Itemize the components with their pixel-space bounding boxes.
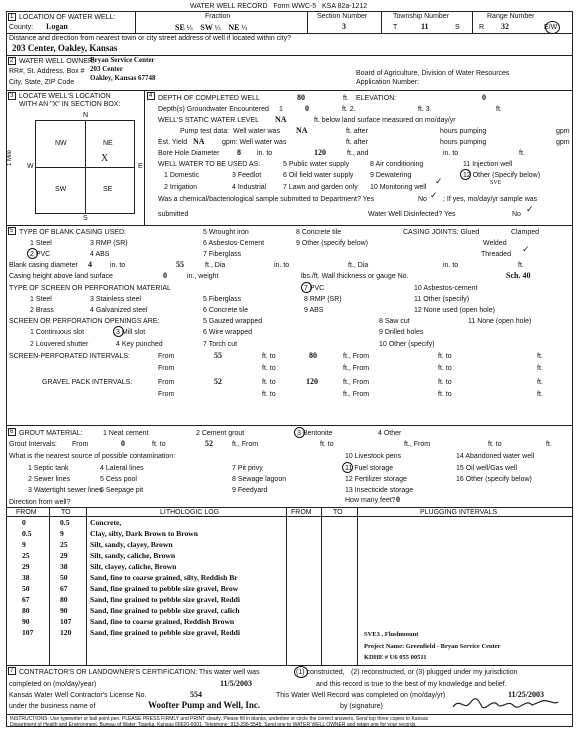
casing-5[interactable]: 5 Wrought iron — [203, 229, 249, 236]
screen-3[interactable]: 3 Stainless steel — [90, 296, 141, 303]
use-5[interactable]: 5 Public water supply — [283, 161, 350, 168]
south-label: S — [83, 215, 88, 222]
bore-in-to2: in. to — [443, 150, 459, 157]
casing-7[interactable]: 7 Fiberglass — [203, 251, 242, 258]
location-label: LOCATION OF WATER WELL: — [19, 14, 116, 21]
grout-2[interactable]: 2 Cement grout — [196, 430, 245, 437]
gravel-to3: ft. to — [262, 391, 276, 398]
direction-label: Direction from well? — [9, 499, 71, 506]
diameter-value[interactable]: 4 — [88, 260, 92, 269]
mile-label: 1 Mile — [7, 149, 13, 166]
certification-label: CONTRACTOR'S OR LANDOWNER'S CERTIFICATION: This water well was — [19, 669, 260, 676]
completed-label: completed on (mo/day/year) — [9, 681, 97, 688]
perf-to3: ft. to — [262, 365, 276, 372]
county-value[interactable]: Logan — [46, 22, 68, 31]
use-12[interactable]: 12 Other (Specify below) — [463, 172, 541, 179]
gi-from3: ft., From — [404, 441, 431, 448]
signature-scribble-icon — [450, 695, 560, 713]
log-to: 80 — [60, 595, 68, 604]
gi-from2: ft., From — [232, 441, 259, 448]
contam-3[interactable]: 3 Watertight sewer lines — [28, 487, 103, 494]
opening-1[interactable]: 1 Continuous slot — [30, 329, 85, 336]
record-date[interactable]: 11/25/2003 — [508, 690, 545, 699]
instructions-line-2: Department of Health and Environment, Bureau of Water, Topeka, Kansas 66620-0001. Telephone: 913-296-5545. Send one to WATER WELL OWNER and retain one for your records. — [10, 722, 417, 728]
range-value[interactable]: 32 — [501, 22, 509, 31]
yield-hours: hours pumping — [440, 139, 487, 146]
project-name-note: Project Name: Greenfield - Bryan Service Center — [364, 643, 501, 650]
contam-12[interactable]: 12 Fertilizer storage — [345, 476, 407, 483]
log-from-header: FROM — [16, 509, 37, 516]
cert-1-circle — [294, 666, 308, 678]
gravel-to-label: ft. to — [262, 379, 276, 386]
use-12-circle — [460, 169, 471, 180]
license-label: Kansas Water Well Contractor's License No. — [9, 692, 147, 699]
screen-8[interactable]: 8 RMP (SR) — [304, 296, 342, 303]
diameter-in-to3: in. to — [443, 262, 459, 269]
chem-label: Was a chemical/bacteriological sample submitted to Department? Yes — [158, 196, 375, 203]
screen-6[interactable]: 6 Concrete tile — [203, 307, 249, 314]
log-to: 90 — [60, 606, 68, 615]
log-from: 90 — [22, 617, 30, 626]
grout-3-circle — [294, 427, 305, 438]
section-number-2: 2 — [10, 58, 14, 64]
log-to: 9 — [60, 529, 64, 538]
perf-from-label: From — [158, 353, 175, 360]
owner-city[interactable]: Oakley, Kansas 67748 — [90, 74, 156, 82]
chem-no-check-icon: ✓ — [430, 191, 438, 201]
distance-label: Distance and direction from nearest town or city street address of well if located within city? — [9, 35, 292, 42]
pump-hours: hours pumping — [440, 128, 487, 135]
county-label: County: — [9, 24, 34, 31]
submitted-label: submitted — [158, 211, 189, 218]
use-2[interactable]: 2 Irrigation — [164, 184, 198, 191]
opening-2[interactable]: 2 Louvered shutter — [30, 341, 89, 348]
grout-1[interactable]: 1 Neat cement — [103, 430, 149, 437]
gauge-value[interactable]: Sch. 40 — [506, 271, 531, 280]
diameter-dia2: ft., Dia — [348, 262, 369, 269]
gw-ft: ft. — [496, 106, 502, 113]
west-label: W — [27, 163, 34, 170]
use-1[interactable]: 1 Domestic — [164, 172, 200, 179]
log-to: 0.5 — [60, 518, 70, 527]
screen-12[interactable]: 12 None used (open hole) — [414, 307, 495, 314]
log-from: 67 — [22, 595, 30, 604]
gravel-to2: ft. to — [438, 379, 452, 386]
signature[interactable] — [450, 695, 560, 716]
log-description: Silt, sandy, caliche, Brown — [90, 551, 176, 560]
log-from: 107 — [22, 628, 34, 637]
contam-13[interactable]: 13 Insecticide storage — [345, 487, 414, 494]
log-description: Silt, clayey, caliche, Brown — [90, 562, 177, 571]
openings-label: SCREEN OR PERFORATION OPENINGS ARE: — [9, 318, 160, 325]
form-title: WATER WELL RECORD Form WWC-5 KSA 82a-1212 — [190, 3, 368, 10]
log-description: Sand, fine grained to pebble size gravel, Reddi — [90, 595, 240, 604]
section-number-4: 4 — [149, 93, 153, 99]
opening-4[interactable]: 4 Key punched — [116, 341, 163, 348]
east-label: E — [138, 163, 143, 170]
casing-8[interactable]: 8 Concrete tile — [296, 229, 342, 236]
how-many-value[interactable]: 0 — [396, 495, 400, 504]
gi-from-label: From — [72, 441, 89, 448]
contam-15[interactable]: 15 Oil well/Gas well — [456, 465, 518, 472]
township-label: Township Number — [393, 13, 450, 20]
well-id-note: SVE3 , Flushmount — [364, 631, 419, 638]
section-number-1: 1 — [10, 14, 14, 20]
bore-in-to: in. to — [257, 150, 273, 157]
use-4[interactable]: 4 Industrial — [232, 184, 267, 191]
city-label: City, State, ZIP Code — [9, 79, 75, 86]
kdhe-note: KDHE # U6 055 00511 — [364, 654, 427, 661]
section-number-5: 5 — [10, 228, 14, 234]
bore-ft: ft. — [519, 150, 525, 157]
disinfected-check-icon: ✓ — [526, 205, 534, 215]
grout-3[interactable]: 3 Bentonite — [297, 430, 333, 437]
diameter-dia: ft., Dia — [205, 262, 226, 269]
screen-7-circle — [301, 282, 312, 293]
depth-value[interactable]: 80 — [297, 93, 305, 102]
opening-3[interactable]: 3 Mill slot — [116, 329, 146, 336]
fraction-values[interactable]: SE ¼ SW ¼ NE ¼ — [175, 23, 248, 32]
screen-5[interactable]: 5 Fiberglass — [203, 296, 242, 303]
perf-to-value[interactable]: 80 — [309, 351, 317, 360]
fraction-label: Fraction — [205, 13, 231, 20]
pump-ww: Well water was — [233, 128, 280, 135]
gi-to2: ft. to — [320, 441, 334, 448]
opening-3-circle — [113, 326, 124, 337]
gi-from-value[interactable]: 0 — [121, 439, 125, 448]
screen-2[interactable]: 2 Brass — [30, 307, 54, 314]
joints-label: CASING JOINTS: Glued — [403, 229, 480, 236]
contam-11-circle — [342, 462, 353, 473]
depth-label: DEPTH OF COMPLETED WELL — [158, 95, 260, 102]
opening-8[interactable]: 8 Saw cut — [379, 318, 410, 325]
groundwater-label: Depth(s) Groundwater Encountered — [158, 106, 269, 113]
log-description: Sand, fine grained to pebble size gravel, Brow — [90, 584, 239, 593]
use-3[interactable]: 3 Feedlot — [232, 172, 262, 179]
log-description: Silt, sandy, clayey, Brown — [90, 540, 173, 549]
township-s: S — [455, 24, 460, 31]
bore-value[interactable]: 8 — [237, 148, 241, 157]
range-label: Range Number — [487, 13, 535, 20]
gravel-label: GRAVEL PACK INTERVALS: — [42, 379, 133, 386]
use-11[interactable]: 11 Injection well — [463, 161, 513, 168]
location-mark: X — [101, 153, 109, 164]
screen-9[interactable]: 9 ABS — [304, 307, 324, 314]
diameter-ft: ft. — [518, 262, 524, 269]
board-label: Board of Agriculture, Division of Water Resources — [356, 70, 510, 77]
cert-options: (2) reconstructed, or (3) plugged under my jurisdiction — [351, 669, 518, 676]
contam-11[interactable]: 11 Fuel storage — [345, 465, 394, 472]
application-label: Application Number: — [356, 79, 420, 86]
gw-3: ft. 3. — [418, 106, 432, 113]
perf-ft2: ft. — [537, 365, 543, 372]
owner-label: WATER WELL OWNER: — [19, 58, 95, 65]
business-label: under the business name of — [9, 703, 96, 710]
log-to: 29 — [60, 551, 68, 560]
plugging-header: PLUGGING INTERVALS — [420, 509, 498, 516]
weight-label: in., weight — [187, 273, 219, 280]
bore-label: Bore Hole Diameter — [158, 150, 220, 157]
contam-2[interactable]: 2 Sewer lines — [28, 476, 71, 483]
signature-label: by (signature) — [340, 703, 383, 710]
disinfected-no[interactable]: No — [512, 211, 521, 218]
use-6[interactable]: 6 Oil field water supply — [283, 172, 354, 179]
casing-6[interactable]: 6 Asbestos-Cement — [203, 240, 265, 247]
use-other-value[interactable]: SVE — [490, 180, 502, 186]
chem-no[interactable]: No — [418, 196, 427, 203]
section-number-7: 7 — [10, 668, 14, 674]
grout-intervals-label: Grout Intervals: — [9, 441, 57, 448]
cert-constructed[interactable]: (1) constructed, — [296, 669, 345, 676]
contamination-label: What is the nearest source of possible contamination: — [9, 453, 176, 460]
locate-sublabel: WITH AN "X" IN SECTION BOX: — [19, 101, 121, 108]
opening-5[interactable]: 5 Gauzed wrapped — [203, 318, 263, 325]
screen-label: TYPE OF SCREEN OR PERFORATION MATERIAL — [9, 285, 171, 292]
contam-16[interactable]: 16 Other (specify below) — [456, 476, 532, 483]
log-description: Sand, fine grained to pebble size gravel, calich — [90, 606, 240, 615]
true-statement: and this record is true to the best of my knowledge and belief. — [316, 681, 507, 688]
casing-label: TYPE OF BLANK CASING USED: — [19, 229, 126, 236]
bore-and: ft., and — [347, 150, 369, 157]
gravel-ft-from: ft., From — [343, 379, 370, 386]
contam-1[interactable]: 1 Septic tank — [28, 465, 69, 472]
static-label: WELL'S STATIC WATER LEVEL — [158, 117, 260, 124]
opening-6[interactable]: 6 Wire wrapped — [203, 329, 253, 336]
log-from: 0.5 — [22, 529, 32, 538]
log-lithology-header: LITHOLOGIC LOG — [160, 509, 220, 516]
range-r: R — [479, 24, 485, 31]
log-from: 0 — [22, 518, 26, 527]
diameter-to-value[interactable]: 55 — [176, 260, 184, 269]
joints-welded[interactable]: Welded — [483, 240, 507, 247]
contam-14[interactable]: 14 Abandoned water well — [456, 453, 535, 460]
log-description: Sand, fine to coarse grained, Reddish Brown — [90, 617, 235, 626]
contam-6[interactable]: 6 Seepage pit — [100, 487, 144, 494]
perf-to4: ft. to — [438, 365, 452, 372]
section-number-3: 3 — [10, 93, 14, 99]
township-value[interactable]: 11 — [421, 22, 429, 31]
quadrant-se[interactable]: SE — [103, 186, 113, 193]
elevation-label: ELEVATION: — [356, 95, 397, 102]
height-value[interactable]: 0 — [163, 271, 167, 280]
diameter-label: Blank casing diameter — [9, 262, 78, 269]
pump-label: Pump test data: — [180, 128, 230, 135]
log-from: 80 — [22, 606, 30, 615]
contam-7[interactable]: 7 Pit privy — [232, 465, 263, 472]
screen-1[interactable]: 1 Steel — [30, 296, 52, 303]
elevation-value[interactable]: 0 — [482, 93, 486, 102]
opening-11[interactable]: 11 None (open hole) — [468, 318, 532, 325]
chem-tail: ; If yes, mo/day/yr sample was — [443, 196, 538, 203]
pump-value[interactable]: NA — [296, 126, 308, 135]
static-value[interactable]: NA — [275, 115, 287, 124]
yield-ww: gpm: Well water was — [222, 139, 287, 146]
grout-label: GROUT MATERIAL: — [19, 430, 83, 437]
use-7[interactable]: 7 Lawn and garden only — [283, 184, 358, 191]
screen-7[interactable]: 7 PVC — [304, 285, 325, 292]
quadrant-nw[interactable]: NW — [55, 140, 67, 147]
license-value[interactable]: 554 — [190, 690, 202, 699]
quadrant-ne[interactable]: NE — [103, 140, 113, 147]
screen-10[interactable]: 10 Asbestos-cement — [414, 285, 478, 292]
contam-5[interactable]: 5 Cess pool — [100, 476, 137, 483]
log-description: Clay, silty, Dark Brown to Brown — [90, 529, 198, 538]
log-from: 29 — [22, 562, 30, 571]
gravel-ft-from2: ft., From — [343, 391, 370, 398]
static-tail: ft. below land surface measured on mo/day/yr — [314, 117, 456, 124]
casing-2-circle — [27, 248, 38, 259]
perf-from2: From — [158, 365, 175, 372]
gw-2: ft. 2. — [342, 106, 356, 113]
perf-ft-from2: ft., From — [343, 365, 370, 372]
gauge-label: lbs./ft. Wall thickness or gauge No. — [301, 273, 409, 280]
casing-2[interactable]: 2 PVC — [30, 251, 51, 258]
gravel-from-label: From — [158, 379, 175, 386]
gravel-ft2: ft. — [537, 391, 543, 398]
casing-4[interactable]: 4 ABS — [90, 251, 110, 258]
section-number-6: 6 — [10, 429, 14, 435]
opening-9[interactable]: 9 Drilled holes — [379, 329, 424, 336]
use-9[interactable]: 9 Dewatering — [370, 172, 412, 179]
joints-threaded[interactable]: Threaded — [481, 251, 511, 258]
contam-9[interactable]: 9 Feedyard — [232, 487, 268, 494]
log-from: 9 — [22, 540, 26, 549]
section-number-label: Section Number — [317, 13, 368, 20]
log-to: 38 — [60, 562, 68, 571]
groundwater-value[interactable]: 0 — [305, 104, 309, 113]
opening-7[interactable]: 7 Torch cut — [203, 341, 238, 348]
yield-value[interactable]: NA — [193, 137, 205, 146]
gi-to-value[interactable]: 52 — [205, 439, 213, 448]
section-number-value[interactable]: 3 — [342, 22, 346, 31]
gi-to-label: ft. to — [152, 441, 166, 448]
log-to: 120 — [60, 628, 72, 637]
quadrant-sw[interactable]: SW — [55, 186, 67, 193]
log-to: 67 — [60, 584, 68, 593]
gi-ft: ft. — [546, 441, 552, 448]
screen-4[interactable]: 4 Galvanized steel — [90, 307, 148, 314]
plug-to-header: TO — [333, 509, 343, 516]
locate-label: LOCATE WELL'S LOCATION — [19, 93, 111, 100]
use-8[interactable]: 8 Air conditioning — [370, 161, 424, 168]
yield-label: Est. Yield — [158, 139, 188, 146]
perf-label: SCREEN-PERFORATED INTERVALS: — [9, 353, 130, 360]
diameter-in-to2: in. to — [274, 262, 290, 269]
instructions-line-1: INSTRUCTIONS: Use typewriter or ball point pen. PLEASE PRESS FIRMLY and PRINT clearly. Please fill in blanks, underline or circle the correct answers. Send top three copies to Kansas — [10, 716, 429, 722]
gw-1: 1 — [279, 106, 283, 113]
owner-street[interactable]: 203 Center — [90, 65, 123, 73]
contam-10[interactable]: 10 Livestock pens — [345, 453, 402, 460]
address-label: RR#, St. Address, Box # — [9, 68, 85, 75]
perf-ft-from: ft., From — [343, 353, 370, 360]
joints-clamped[interactable]: Clamped — [511, 229, 540, 236]
record-completed-label: This Water Well Record was completed on (mo/day/yr) — [276, 692, 446, 699]
log-to: 107 — [60, 617, 72, 626]
casing-3[interactable]: 3 RMP (SR) — [90, 240, 128, 247]
how-many-label: How many feet? — [345, 497, 396, 504]
pump-after: ft. after — [346, 128, 368, 135]
address-value[interactable]: 203 Center, Oakley, Kansas — [12, 43, 118, 53]
pump-gpm: gpm — [556, 128, 570, 135]
gravel-ft: ft. — [537, 379, 543, 386]
grout-4[interactable]: 4 Other — [378, 430, 402, 437]
use-10[interactable]: 10 Monitoring well — [370, 184, 427, 191]
perf-ft: ft. — [537, 353, 543, 360]
township-t: T — [393, 24, 398, 31]
threaded-check-icon: ✓ — [522, 245, 530, 255]
screen-11[interactable]: 11 Other (specify) — [414, 296, 470, 303]
opening-10[interactable]: 10 Other (specify) — [379, 341, 435, 348]
north-label: N — [83, 112, 89, 119]
monitoring-check-icon: ✓ — [435, 177, 443, 187]
casing-9[interactable]: 9 Other (specify below) — [296, 240, 368, 247]
plug-from-header: FROM — [291, 509, 312, 516]
log-to: 50 — [60, 573, 68, 582]
perf-to-label: ft. to — [262, 353, 276, 360]
log-from: 50 — [22, 584, 30, 593]
completed-date[interactable]: 11/5/2003 — [220, 679, 253, 688]
perf-from-value[interactable]: 55 — [214, 351, 222, 360]
gravel-from2: From — [158, 391, 175, 398]
perf-to2: ft. to — [438, 353, 452, 360]
log-description: Concrete, — [90, 518, 122, 527]
gi-to3: ft. to — [488, 441, 502, 448]
contam-8[interactable]: 8 Sewage lagoon — [232, 476, 287, 483]
gravel-to-value[interactable]: 120 — [306, 377, 318, 386]
bore-to-value[interactable]: 120 — [314, 148, 326, 157]
casing-1[interactable]: 1 Steel — [30, 240, 52, 247]
contam-4[interactable]: 4 Lateral lines — [100, 465, 144, 472]
owner-value[interactable]: Bryan Service Center — [90, 56, 155, 64]
range-ew: E/W — [544, 24, 558, 31]
log-description: Sand, fine grained to pebble size gravel, Reddi — [90, 628, 240, 637]
yield-gpm: gpm — [556, 139, 570, 146]
height-label: Casing height above land surface — [9, 273, 113, 280]
depth-ft: ft. — [343, 95, 349, 102]
log-to-header: TO — [61, 509, 71, 516]
log-to: 25 — [60, 540, 68, 549]
business-value[interactable]: Woofter Pump and Well, Inc. — [148, 700, 261, 710]
gravel-from-value[interactable]: 52 — [214, 377, 222, 386]
log-from: 38 — [22, 573, 30, 582]
disinfected-label: Water Well Disinfected? Yes — [368, 211, 456, 218]
log-from: 25 — [22, 551, 30, 560]
yield-after: ft. after — [346, 139, 368, 146]
gravel-to4: ft. to — [438, 391, 452, 398]
diameter-in-to: in. to — [110, 262, 126, 269]
log-description: Sand, fine to coarse grained, silty, Reddish Br — [90, 573, 238, 582]
range-w-circle — [545, 21, 560, 34]
use-label: WELL WATER TO BE USED AS: — [158, 161, 261, 168]
